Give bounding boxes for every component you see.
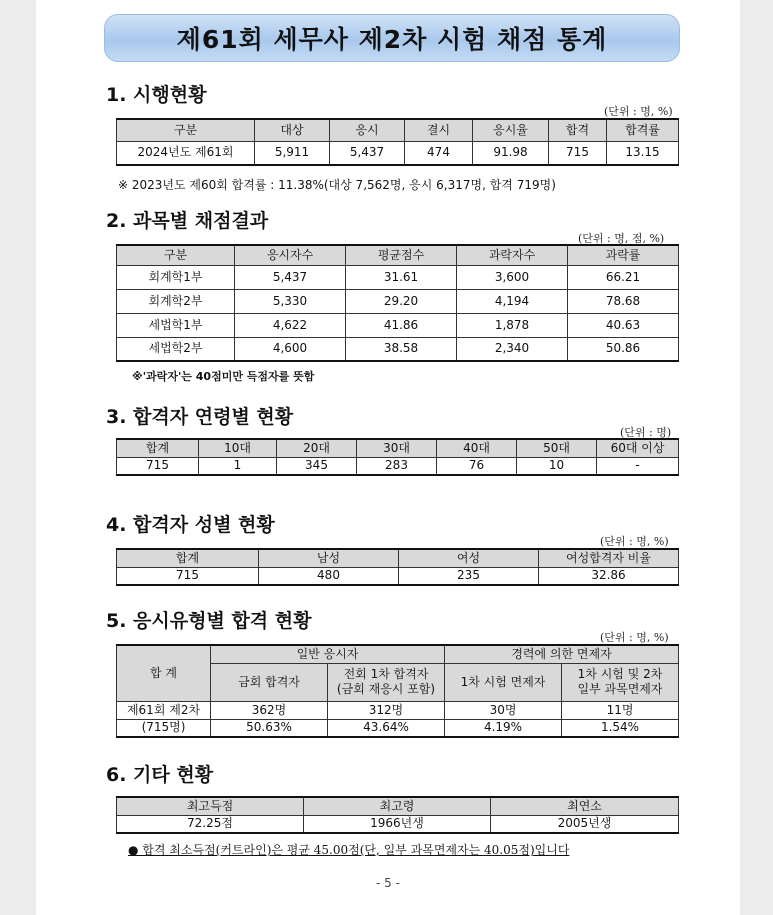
table-cell: 91.98 [473, 141, 549, 165]
table-header: 40대 [437, 439, 517, 457]
table-cell: - [597, 457, 679, 475]
table-cell: 1.54% [562, 719, 679, 737]
table-header: 최연소 [491, 797, 679, 815]
section-4-unit: (단위 : 명, %) [600, 535, 669, 548]
table-cell: 2,340 [457, 337, 568, 361]
table-cell: 1,878 [457, 313, 568, 337]
table-header: 최고령 [304, 797, 491, 815]
table-cell: 1966년생 [304, 815, 491, 833]
table-cell: 715 [117, 457, 199, 475]
table-row [117, 815, 679, 833]
table-cell: 43.64% [328, 719, 445, 737]
table-header: 60대 이상 [597, 439, 679, 457]
table-cell: 11명 [562, 701, 679, 719]
table-cell: (715명) [117, 719, 211, 737]
table-cell: 회계학1부 [117, 265, 235, 289]
misc-table [116, 796, 679, 834]
table-cell: 13.15 [607, 141, 679, 165]
table-header: 합격률 [607, 119, 679, 141]
table-cell: 474 [405, 141, 473, 165]
table-header: 경력에 의한 면제자 [445, 645, 679, 663]
table-row [117, 141, 679, 165]
table-cell: 5,911 [255, 141, 330, 165]
table-cell: 41.86 [346, 313, 457, 337]
table-cell: 10 [517, 457, 597, 475]
table-cell: 50.86 [568, 337, 679, 361]
table-header: 50대 [517, 439, 597, 457]
document-page [36, 0, 740, 915]
table-header: 합계 [117, 439, 199, 457]
table-cell: 480 [259, 567, 399, 585]
table-cell: 4,600 [235, 337, 346, 361]
table-header: 여성 [399, 549, 539, 567]
table-cell: 72.25점 [117, 815, 304, 833]
section-1-heading: 1. 시행현황 [106, 84, 207, 106]
table-header: 응시 [330, 119, 405, 141]
table-cell: 40.63 [568, 313, 679, 337]
table-row [117, 457, 679, 475]
table-header: 결시 [405, 119, 473, 141]
table-row [117, 313, 679, 337]
subject-results-table [116, 244, 679, 362]
cutline-note: ● 합격 최소득점(커트라인)은 평균 45.00점(단, 일부 과목면제자는 40.05점)입니다 [128, 843, 570, 857]
table-header: 최고득점 [117, 797, 304, 815]
table-header: 구분 [117, 119, 255, 141]
table-row [117, 289, 679, 313]
page-number: - 5 - [376, 876, 400, 890]
table-cell: 715 [549, 141, 607, 165]
table-header [562, 663, 679, 701]
table-row [117, 337, 679, 361]
table-header: 평균점수 [346, 245, 457, 265]
section-2-note: ※'과락자'는 40점미만 득점자를 뜻함 [132, 370, 315, 383]
table-row [117, 567, 679, 585]
table-cell: 세법학1부 [117, 313, 235, 337]
table-cell: 29.20 [346, 289, 457, 313]
table-cell: 5,330 [235, 289, 346, 313]
table-header-line: 1차 시험 및 2차 [577, 667, 663, 681]
table-cell: 715 [117, 567, 259, 585]
table-cell: 2005년생 [491, 815, 679, 833]
table-header: 일반 응시자 [211, 645, 445, 663]
table-cell: 362명 [211, 701, 328, 719]
table-row [117, 701, 679, 719]
table-cell: 2024년도 제61회 [117, 141, 255, 165]
table-cell: 235 [399, 567, 539, 585]
table-header-line: 전회 1차 합격자 [343, 667, 429, 681]
table-cell: 66.21 [568, 265, 679, 289]
table-cell: 50.63% [211, 719, 328, 737]
section-5-heading: 5. 응시유형별 합격 현황 [106, 610, 312, 632]
table-header: 과락자수 [457, 245, 568, 265]
section-6-heading: 6. 기타 현황 [106, 764, 214, 786]
table-header: 응시율 [473, 119, 549, 141]
table-cell: 32.86 [539, 567, 679, 585]
section-2-heading: 2. 과목별 채점결과 [106, 210, 269, 232]
table-header: 금회 합격자 [211, 663, 328, 701]
table-cell: 78.68 [568, 289, 679, 313]
table-header: 과락률 [568, 245, 679, 265]
section-5-unit: (단위 : 명, %) [600, 631, 669, 644]
table-header-line: 일부 과목면제자 [577, 682, 663, 696]
table-header: 대상 [255, 119, 330, 141]
table-cell: 30명 [445, 701, 562, 719]
section-1-note: ※ 2023년도 제60회 합격률 : 11.38%(대상 7,562명, 응시 6,317명, 합격 719명) [118, 178, 556, 192]
section-3-unit: (단위 : 명) [620, 426, 672, 439]
gender-table [116, 548, 679, 586]
table-cell: 38.58 [346, 337, 457, 361]
table-cell: 세법학2부 [117, 337, 235, 361]
table-cell: 76 [437, 457, 517, 475]
table-header: 여성합격자 비율 [539, 549, 679, 567]
document-title: 제61회 세무사 제2차 시험 채점 통계 [104, 14, 680, 62]
table-cell: 283 [357, 457, 437, 475]
table-cell: 회계학2부 [117, 289, 235, 313]
table-header: 20대 [277, 439, 357, 457]
exam-overview-table [116, 118, 679, 166]
table-cell: 5,437 [330, 141, 405, 165]
section-4-heading: 4. 합격자 성별 현황 [106, 514, 275, 536]
table-header: 합격 [549, 119, 607, 141]
table-cell: 4.19% [445, 719, 562, 737]
exam-type-table [116, 644, 679, 738]
table-cell: 345 [277, 457, 357, 475]
age-table [116, 438, 679, 476]
table-cell: 31.61 [346, 265, 457, 289]
table-header: 합계 [117, 549, 259, 567]
table-cell: 5,437 [235, 265, 346, 289]
table-header: 응시자수 [235, 245, 346, 265]
table-row [117, 719, 679, 737]
table-header [328, 663, 445, 701]
section-2-unit: (단위 : 명, 점, %) [578, 232, 665, 245]
table-header: 10대 [199, 439, 277, 457]
table-cell: 4,194 [457, 289, 568, 313]
table-header-line: (금회 재응시 포함) [336, 682, 436, 696]
section-3-heading: 3. 합격자 연령별 현황 [106, 406, 294, 428]
table-cell: 제61회 제2차 [117, 701, 211, 719]
table-header: 30대 [357, 439, 437, 457]
table-header: 1차 시험 면제자 [445, 663, 562, 701]
table-header: 구분 [117, 245, 235, 265]
table-cell: 3,600 [457, 265, 568, 289]
section-1-unit: (단위 : 명, %) [604, 105, 673, 118]
table-cell: 1 [199, 457, 277, 475]
table-cell: 4,622 [235, 313, 346, 337]
table-row [117, 265, 679, 289]
table-header: 합 계 [117, 645, 211, 701]
table-header: 남성 [259, 549, 399, 567]
table-cell: 312명 [328, 701, 445, 719]
